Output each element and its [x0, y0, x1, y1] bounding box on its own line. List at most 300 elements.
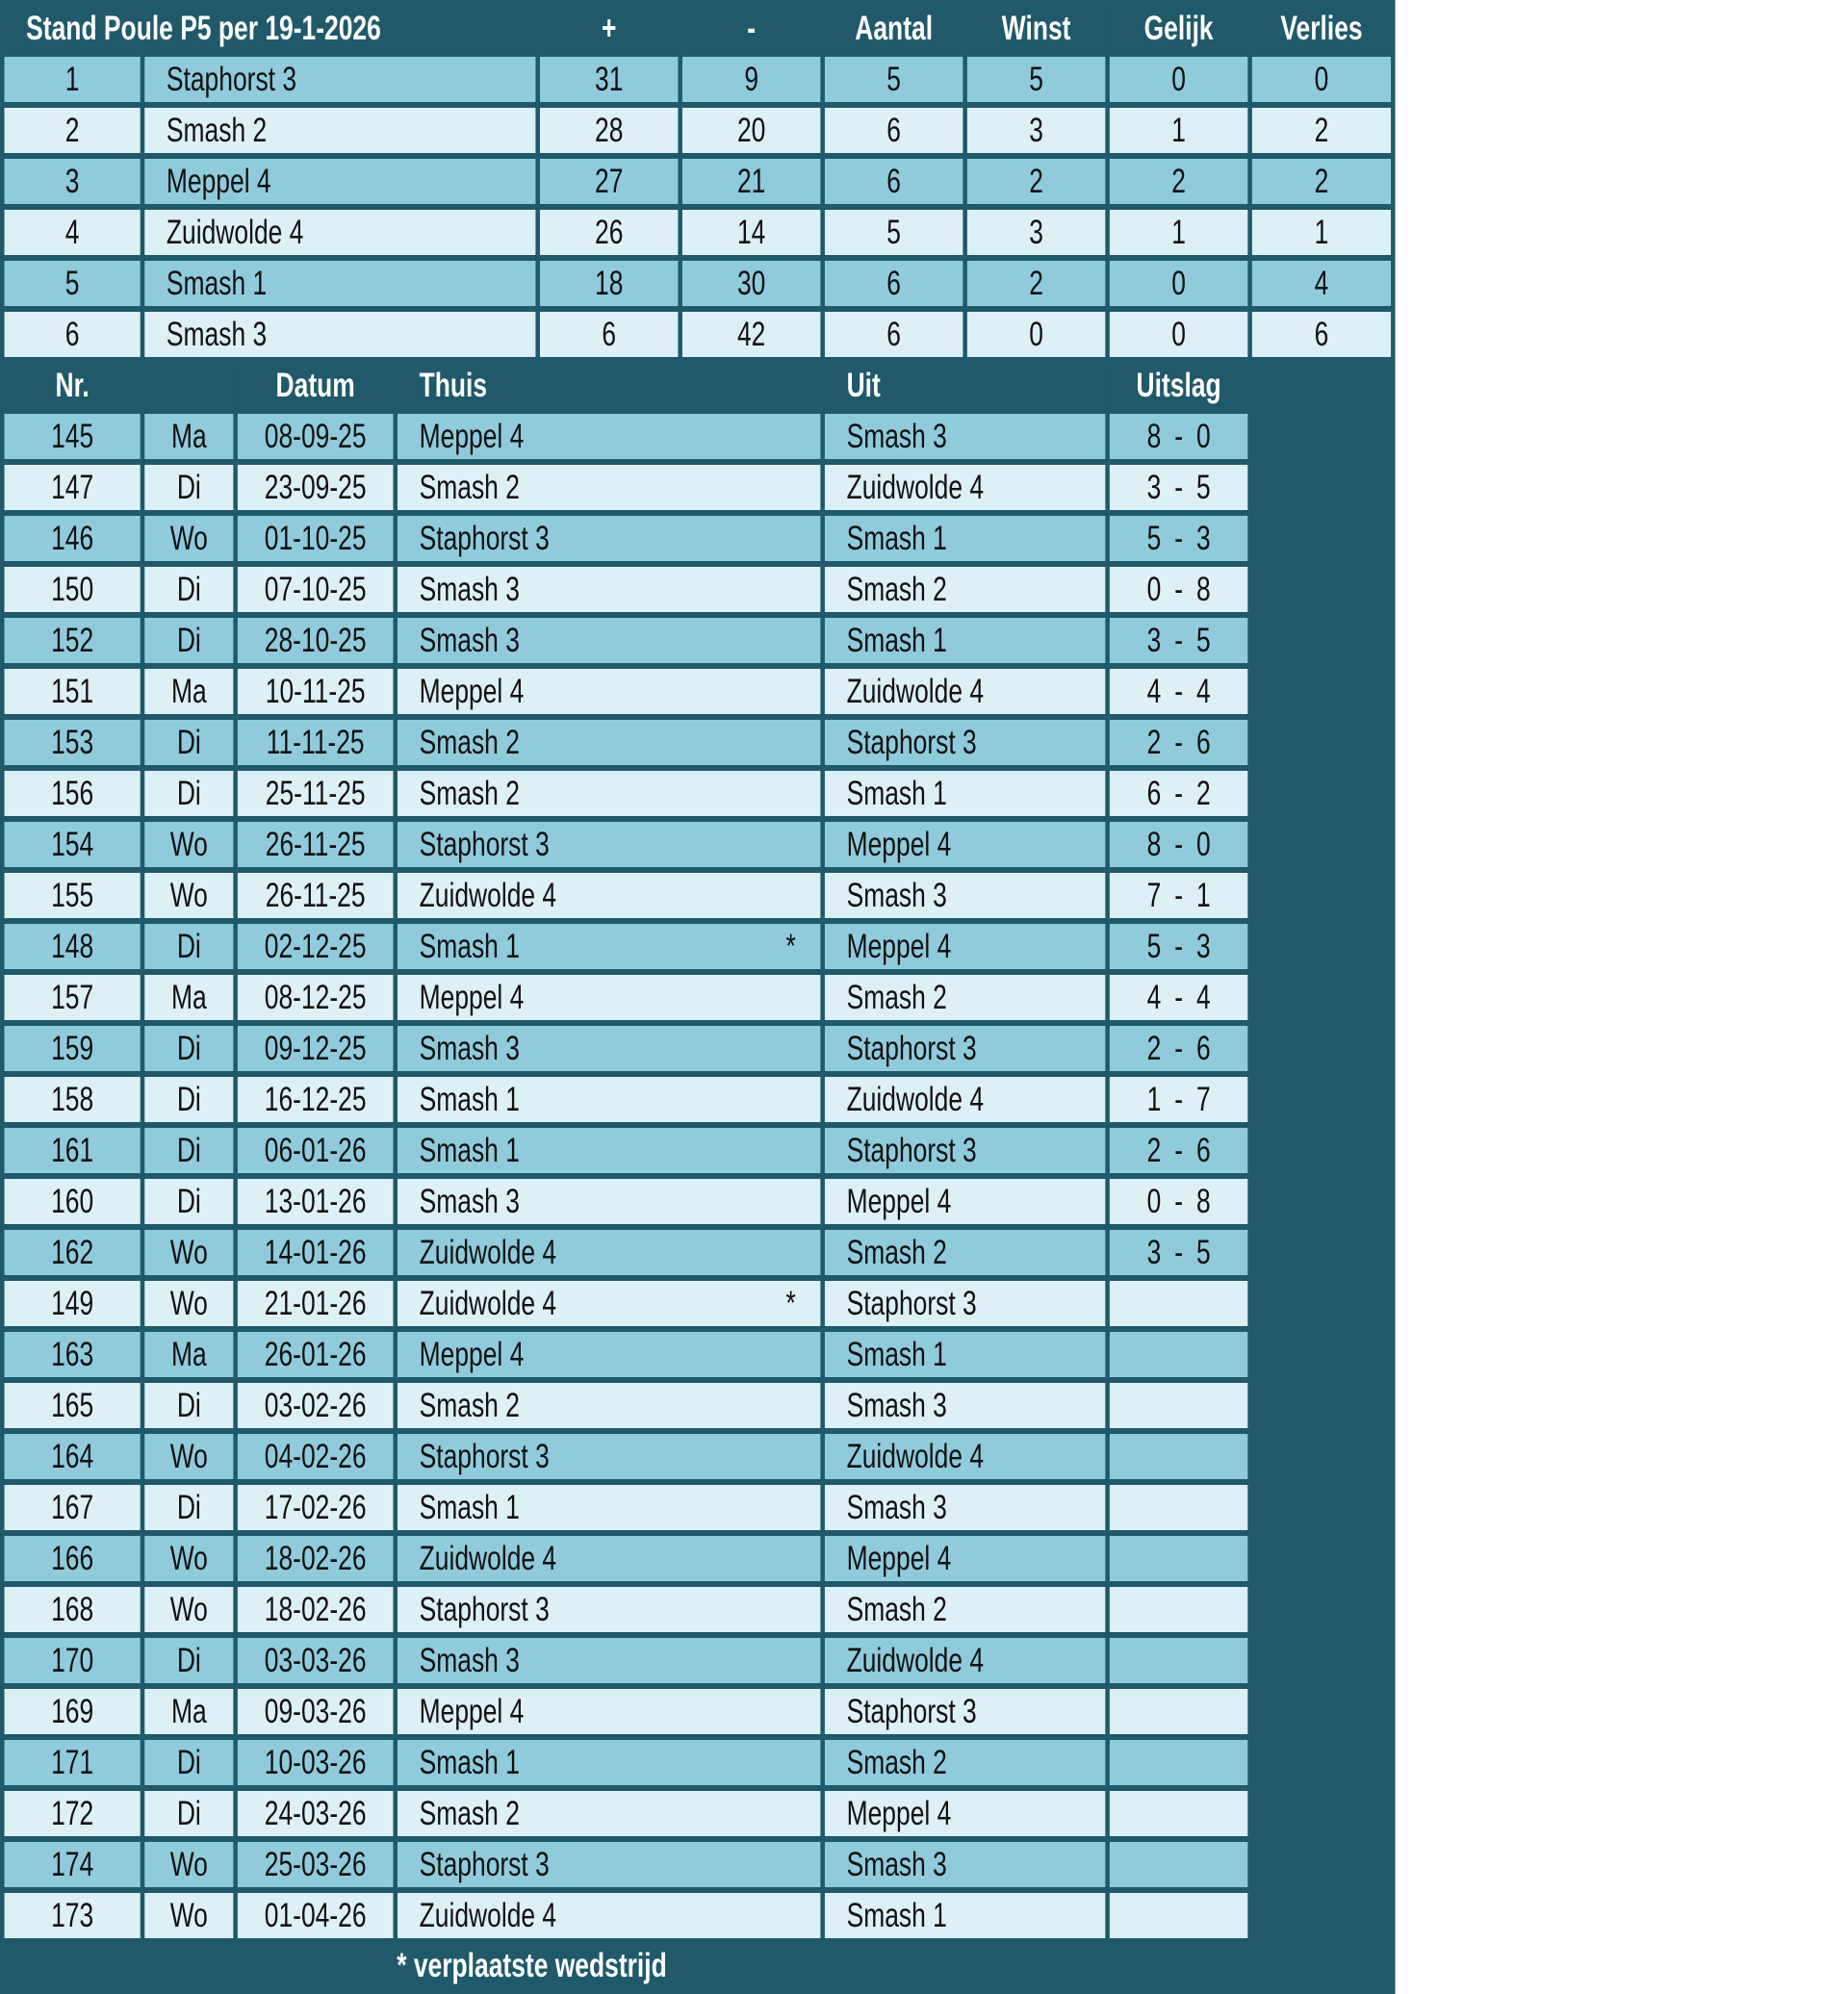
standings-position: 3	[5, 159, 141, 204]
match-home-name: Smash 1	[419, 1743, 520, 1781]
score-separator: -	[1174, 519, 1184, 557]
score-separator: -	[1174, 1029, 1184, 1067]
match-result	[1110, 516, 1247, 561]
score-home: 0	[1146, 570, 1162, 608]
match-result	[1110, 822, 1247, 867]
match-row	[5, 414, 1392, 459]
match-home-name: Staphorst 3	[419, 1845, 550, 1883]
score-separator: -	[1174, 1080, 1184, 1118]
match-number: 149	[5, 1281, 141, 1326]
match-date: 14-01-26	[238, 1230, 394, 1275]
score-separator: -	[1174, 570, 1184, 608]
match-day: Wo	[144, 1230, 233, 1275]
match-home-team	[398, 822, 820, 867]
match-home-team	[398, 1434, 820, 1479]
match-home-name: Smash 3	[419, 1182, 520, 1220]
score-home: 2	[1146, 1131, 1162, 1169]
match-home-team	[398, 465, 820, 510]
match-home-name: Meppel 4	[419, 1335, 525, 1373]
match-away-team: Meppel 4	[825, 1536, 1105, 1581]
standings-team: Staphorst 3	[144, 57, 535, 102]
match-date: 26-11-25	[238, 822, 394, 867]
standings-position: 1	[5, 57, 141, 102]
match-home-team	[398, 1893, 820, 1938]
match-away-team: Smash 2	[825, 567, 1105, 612]
standings-winst: 2	[967, 159, 1105, 204]
match-number: 157	[5, 975, 141, 1020]
match-day: Wo	[144, 873, 233, 918]
score-home: 3	[1146, 621, 1162, 659]
match-away-team: Zuidwolde 4	[825, 465, 1105, 510]
match-home-name: Smash 3	[419, 570, 520, 608]
standings-aantal: 6	[825, 159, 962, 204]
match-result	[1110, 1434, 1247, 1479]
match-away-team: Meppel 4	[825, 924, 1105, 969]
match-away-team: Meppel 4	[825, 1791, 1105, 1836]
match-away-team: Staphorst 3	[825, 1281, 1105, 1326]
header-datum: Datum	[238, 363, 394, 408]
score-away: 8	[1195, 570, 1211, 608]
match-date: 25-03-26	[238, 1842, 394, 1887]
match-result	[1110, 873, 1247, 918]
match-result	[1110, 1179, 1247, 1224]
match-row	[5, 1383, 1392, 1428]
match-row	[5, 567, 1392, 612]
score-separator: -	[1174, 468, 1184, 506]
score-separator: -	[1174, 417, 1184, 455]
score-home: 5	[1146, 927, 1162, 965]
match-away-team: Smash 2	[825, 1587, 1105, 1632]
match-result	[1110, 1689, 1247, 1734]
score-away: 0	[1195, 417, 1211, 455]
match-home-team	[398, 1281, 820, 1326]
score-away: 3	[1195, 927, 1211, 965]
match-number: 158	[5, 1077, 141, 1122]
match-day: Ma	[144, 1332, 233, 1377]
match-home-team	[398, 1230, 820, 1275]
match-row	[5, 669, 1392, 714]
match-day: Di	[144, 567, 233, 612]
match-date: 13-01-26	[238, 1179, 394, 1224]
match-day: Di	[144, 1383, 233, 1428]
match-home-name: Smash 2	[419, 1794, 520, 1832]
standings-minus: 20	[682, 108, 820, 153]
score-separator: -	[1174, 1182, 1184, 1220]
score-separator: -	[1174, 723, 1184, 761]
match-day: Ma	[144, 975, 233, 1020]
standings-minus: 21	[682, 159, 820, 204]
match-home-team	[398, 414, 820, 459]
match-row	[5, 1638, 1392, 1683]
match-home-team	[398, 618, 820, 663]
standings-gelijk: 1	[1110, 108, 1247, 153]
header-gelijk: Gelijk	[1110, 6, 1247, 51]
match-result	[1110, 465, 1247, 510]
match-result	[1110, 1281, 1247, 1326]
match-away-team: Meppel 4	[825, 822, 1105, 867]
score-home: 3	[1146, 468, 1162, 506]
standings-verlies: 6	[1252, 312, 1391, 357]
match-number: 162	[5, 1230, 141, 1275]
match-row	[5, 1332, 1392, 1377]
header-plus: +	[540, 6, 678, 51]
header-minus: -	[682, 6, 820, 51]
match-result	[1110, 1383, 1247, 1428]
match-result	[1110, 567, 1247, 612]
match-row	[5, 1230, 1392, 1275]
match-home-team	[398, 1485, 820, 1530]
match-home-team	[398, 1842, 820, 1887]
score-separator: -	[1174, 672, 1184, 710]
header-thuis: Thuis	[398, 363, 820, 408]
match-home-team	[398, 669, 820, 714]
standings-row	[5, 261, 1392, 306]
match-home-team	[398, 1128, 820, 1173]
match-date: 16-12-25	[238, 1077, 394, 1122]
match-home-name: Zuidwolde 4	[419, 1284, 557, 1322]
score-home: 8	[1146, 825, 1162, 863]
standings-plus: 26	[540, 210, 678, 255]
score-away: 3	[1195, 519, 1211, 557]
score-away: 4	[1195, 672, 1211, 710]
match-result	[1110, 924, 1247, 969]
match-result	[1110, 975, 1247, 1020]
match-home-team	[398, 1383, 820, 1428]
match-row	[5, 1791, 1392, 1836]
standings-team: Smash 3	[144, 312, 535, 357]
match-away-team: Zuidwolde 4	[825, 1434, 1105, 1479]
standings-team: Meppel 4	[144, 159, 535, 204]
match-day: Di	[144, 618, 233, 663]
score-away: 5	[1195, 621, 1211, 659]
match-number: 161	[5, 1128, 141, 1173]
match-home-name: Smash 2	[419, 723, 520, 761]
standings-gelijk: 2	[1110, 159, 1247, 204]
header-uit: Uit	[825, 363, 1105, 408]
match-result	[1110, 1230, 1247, 1275]
match-day: Di	[144, 1128, 233, 1173]
match-home-name: Staphorst 3	[419, 1590, 550, 1628]
standings-row	[5, 210, 1392, 255]
match-home-team	[398, 771, 820, 816]
standings-winst: 2	[967, 261, 1105, 306]
match-away-team: Smash 3	[825, 1485, 1105, 1530]
match-row	[5, 1485, 1392, 1530]
match-home-name: Zuidwolde 4	[419, 1896, 557, 1934]
score-home: 0	[1146, 1182, 1162, 1220]
match-date: 09-12-25	[238, 1026, 394, 1071]
match-home-team	[398, 567, 820, 612]
standings-team: Smash 1	[144, 261, 535, 306]
standings-plus: 18	[540, 261, 678, 306]
match-home-name: Meppel 4	[419, 672, 525, 710]
match-home-team	[398, 1689, 820, 1734]
standings-minus: 30	[682, 261, 820, 306]
match-day: Wo	[144, 1281, 233, 1326]
match-day: Di	[144, 1791, 233, 1836]
standings-gelijk: 0	[1110, 57, 1247, 102]
score-away: 7	[1195, 1080, 1211, 1118]
match-date: 09-03-26	[238, 1689, 394, 1734]
match-away-team: Staphorst 3	[825, 1128, 1105, 1173]
standings-winst: 3	[967, 108, 1105, 153]
match-result	[1110, 720, 1247, 765]
score-home: 6	[1146, 774, 1162, 812]
match-number: 147	[5, 465, 141, 510]
match-row	[5, 1689, 1392, 1734]
score-away: 4	[1195, 978, 1211, 1016]
match-away-team: Staphorst 3	[825, 1689, 1105, 1734]
score-away: 5	[1195, 1233, 1211, 1271]
match-row	[5, 465, 1392, 510]
match-date: 03-03-26	[238, 1638, 394, 1683]
match-home-name: Zuidwolde 4	[419, 1539, 557, 1577]
standings-row	[5, 108, 1392, 153]
match-home-name: Smash 1	[419, 927, 520, 965]
match-day: Wo	[144, 1842, 233, 1887]
match-away-team: Smash 1	[825, 516, 1105, 561]
match-home-team	[398, 1536, 820, 1581]
match-away-team: Smash 2	[825, 1230, 1105, 1275]
score-home: 8	[1146, 417, 1162, 455]
score-home: 4	[1146, 978, 1162, 1016]
standings-minus: 42	[682, 312, 820, 357]
match-away-team: Smash 3	[825, 1842, 1105, 1887]
match-number: 169	[5, 1689, 141, 1734]
match-number: 159	[5, 1026, 141, 1071]
match-day: Wo	[144, 822, 233, 867]
standings-aantal: 5	[825, 210, 962, 255]
match-row	[5, 1434, 1392, 1479]
match-home-name: Smash 1	[419, 1080, 520, 1118]
match-date: 25-11-25	[238, 771, 394, 816]
standings-position: 6	[5, 312, 141, 357]
score-separator: -	[1174, 621, 1184, 659]
match-date: 08-12-25	[238, 975, 394, 1020]
match-date: 21-01-26	[238, 1281, 394, 1326]
match-result	[1110, 414, 1247, 459]
standings-row	[5, 159, 1392, 204]
header-aantal: Aantal	[825, 6, 962, 51]
match-home-team	[398, 975, 820, 1020]
match-day: Di	[144, 720, 233, 765]
standings-verlies: 2	[1252, 159, 1391, 204]
match-row	[5, 1740, 1392, 1785]
header-verlies: Verlies	[1252, 6, 1391, 51]
match-away-team: Smash 1	[825, 771, 1105, 816]
match-row	[5, 1026, 1392, 1071]
match-row	[5, 1536, 1392, 1581]
match-day: Di	[144, 1179, 233, 1224]
match-date: 26-11-25	[238, 873, 394, 918]
match-day: Di	[144, 1026, 233, 1071]
match-day: Di	[144, 1485, 233, 1530]
score-separator: -	[1174, 876, 1184, 914]
standings-position: 4	[5, 210, 141, 255]
match-result	[1110, 1485, 1247, 1530]
match-home-team	[398, 1587, 820, 1632]
match-day: Wo	[144, 1434, 233, 1479]
score-separator: -	[1174, 978, 1184, 1016]
match-home-name: Smash 2	[419, 774, 520, 812]
match-home-team	[398, 516, 820, 561]
match-row	[5, 1179, 1392, 1224]
match-row	[5, 975, 1392, 1020]
match-date: 01-04-26	[238, 1893, 394, 1938]
match-row	[5, 771, 1392, 816]
match-number: 146	[5, 516, 141, 561]
match-home-name: Smash 3	[419, 621, 520, 659]
match-day: Di	[144, 1077, 233, 1122]
standings-header-row	[5, 6, 1392, 51]
match-number: 154	[5, 822, 141, 867]
score-separator: -	[1174, 927, 1184, 965]
standings-minus: 9	[682, 57, 820, 102]
score-away: 6	[1195, 1131, 1211, 1169]
match-date: 01-10-25	[238, 516, 394, 561]
match-day: Di	[144, 924, 233, 969]
match-result	[1110, 1536, 1247, 1581]
match-date: 28-10-25	[238, 618, 394, 663]
match-number: 171	[5, 1740, 141, 1785]
match-row	[5, 1128, 1392, 1173]
match-home-name: Meppel 4	[419, 1692, 525, 1730]
match-row	[5, 516, 1392, 561]
match-result	[1110, 1026, 1247, 1071]
match-home-team	[398, 1740, 820, 1785]
match-number: 168	[5, 1587, 141, 1632]
match-home-team	[398, 1179, 820, 1224]
match-result	[1110, 1842, 1247, 1887]
match-away-team: Smash 3	[825, 873, 1105, 918]
rescheduled-marker: *	[785, 1285, 796, 1322]
match-number: 173	[5, 1893, 141, 1938]
match-date: 06-01-26	[238, 1128, 394, 1173]
match-day: Ma	[144, 669, 233, 714]
standings-team: Smash 2	[144, 108, 535, 153]
match-result	[1110, 1740, 1247, 1785]
match-result	[1110, 1128, 1247, 1173]
match-day: Di	[144, 771, 233, 816]
match-away-team: Zuidwolde 4	[825, 669, 1105, 714]
standings-gelijk: 1	[1110, 210, 1247, 255]
match-home-name: Smash 2	[419, 468, 520, 506]
standings-title: Stand Poule P5 per 19-1-2026	[5, 6, 536, 51]
match-home-team	[398, 1791, 820, 1836]
standings-plus: 27	[540, 159, 678, 204]
match-number: 151	[5, 669, 141, 714]
score-separator: -	[1174, 825, 1184, 863]
match-home-name: Meppel 4	[419, 978, 525, 1016]
standings-gelijk: 0	[1110, 312, 1247, 357]
score-home: 7	[1146, 876, 1162, 914]
score-away: 6	[1195, 1029, 1211, 1067]
match-date: 10-11-25	[238, 669, 394, 714]
standings-position: 2	[5, 108, 141, 153]
match-date: 23-09-25	[238, 465, 394, 510]
match-row	[5, 1281, 1392, 1326]
footnote-row	[5, 1944, 1392, 1988]
score-separator: -	[1174, 1233, 1184, 1271]
match-home-name: Staphorst 3	[419, 825, 550, 863]
match-home-team	[398, 1026, 820, 1071]
standings-team: Zuidwolde 4	[144, 210, 535, 255]
score-home: 5	[1146, 519, 1162, 557]
match-home-team	[398, 873, 820, 918]
match-day: Di	[144, 465, 233, 510]
match-away-team: Smash 2	[825, 975, 1105, 1020]
match-home-team	[398, 720, 820, 765]
standings-verlies: 1	[1252, 210, 1391, 255]
score-separator: -	[1174, 774, 1184, 812]
score-away: 1	[1195, 876, 1211, 914]
standings-plus: 6	[540, 312, 678, 357]
match-result	[1110, 1791, 1247, 1836]
match-number: 170	[5, 1638, 141, 1683]
match-home-name: Smash 1	[419, 1488, 520, 1526]
match-number: 167	[5, 1485, 141, 1530]
match-number: 152	[5, 618, 141, 663]
match-result	[1110, 1587, 1247, 1632]
match-number: 163	[5, 1332, 141, 1377]
score-away: 2	[1195, 774, 1211, 812]
standings-aantal: 6	[825, 261, 962, 306]
match-day: Ma	[144, 414, 233, 459]
match-result	[1110, 1332, 1247, 1377]
standings-winst: 5	[967, 57, 1105, 102]
score-away: 0	[1195, 825, 1211, 863]
match-date: 04-02-26	[238, 1434, 394, 1479]
match-day: Wo	[144, 1587, 233, 1632]
match-number: 174	[5, 1842, 141, 1887]
match-away-team: Staphorst 3	[825, 720, 1105, 765]
standings-position: 5	[5, 261, 141, 306]
match-home-team	[398, 924, 820, 969]
match-date: 07-10-25	[238, 567, 394, 612]
score-home: 1	[1146, 1080, 1162, 1118]
matches-header-row	[5, 363, 1392, 408]
match-date: 26-01-26	[238, 1332, 394, 1377]
match-number: 148	[5, 924, 141, 969]
score-home: 3	[1146, 1233, 1162, 1271]
match-number: 160	[5, 1179, 141, 1224]
match-result	[1110, 618, 1247, 663]
standings-plus: 28	[540, 108, 678, 153]
score-away: 5	[1195, 468, 1211, 506]
match-number: 165	[5, 1383, 141, 1428]
standings-minus: 14	[682, 210, 820, 255]
match-away-team: Smash 1	[825, 1332, 1105, 1377]
match-away-team: Meppel 4	[825, 1179, 1105, 1224]
score-home: 2	[1146, 723, 1162, 761]
match-home-team	[398, 1077, 820, 1122]
match-number: 166	[5, 1536, 141, 1581]
match-number: 155	[5, 873, 141, 918]
match-date: 11-11-25	[238, 720, 394, 765]
standings-winst: 0	[967, 312, 1105, 357]
match-result	[1110, 1638, 1247, 1683]
match-away-team: Smash 3	[825, 1383, 1105, 1428]
match-result	[1110, 1893, 1247, 1938]
match-home-name: Smash 3	[419, 1641, 520, 1679]
match-home-name: Staphorst 3	[419, 1437, 550, 1475]
standings-row	[5, 312, 1392, 357]
match-date: 18-02-26	[238, 1536, 394, 1581]
match-day: Wo	[144, 1536, 233, 1581]
match-home-name: Smash 1	[419, 1131, 520, 1169]
score-away: 6	[1195, 723, 1211, 761]
match-date: 18-02-26	[238, 1587, 394, 1632]
